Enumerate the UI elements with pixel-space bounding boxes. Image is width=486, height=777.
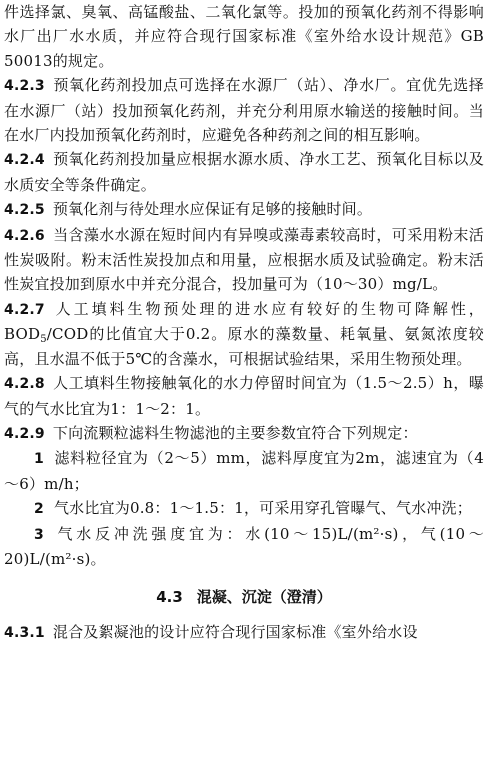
clause-4-2-6: [4, 223, 484, 297]
clause-text: 预氧化剂与待处理水应保证有足够的接触时间。: [52, 200, 373, 219]
continuation-paragraph: 件选择氯、臭氧、高锰酸盐、二氧化氯等。投加的预氧化药剂不得影响水厂出厂水水质，并应符合现行国家标准《室外给水设计规范》GB 50013的规定。: [4, 3, 484, 70]
clause-number: 4.2.4: [4, 152, 45, 169]
clause-4-3-1: [4, 620, 484, 645]
clause-text: 混合及絮凝池的设计应符合现行国家标准《室外给水设: [52, 622, 418, 641]
clause-text: 当含藻水水源在短时间内有异嗅或藻毒素较高时，可采用粉末活性炭吸附。粉末活性炭投加点和用量，应根据水质及试验确定。粉末活性炭宜投加到原水中并充分混合，投加量可为（10～30）mg/L。: [4, 225, 484, 294]
item-text: 气水反冲洗强度宜为：水(10～15)L/(m²·s)，气(10～20)L/(m²·s)。: [4, 524, 484, 568]
list-item: [4, 446, 484, 496]
clause-4-2-9: [4, 421, 484, 446]
item-number: 2: [34, 501, 44, 518]
clause-4-2-7: [4, 297, 484, 371]
clause-number: 4.2.8: [4, 376, 45, 393]
clause-text: 预氧化药剂投加点可选择在水源厂（站）、净水厂。宜优先选择在水源厂（站）投加预氧化药剂，并充分利用原水输送的接触时间。当在水厂内投加预氧化药剂时，应避免各种药剂之间的相互影响。: [4, 76, 484, 145]
clause-4-2-4: [4, 147, 484, 197]
section-title: 混凝、沉淀（澄清）: [196, 588, 332, 607]
subscript-5: 5: [40, 334, 47, 346]
clause-text: 下向流颗粒滤料生物滤池的主要参数宜符合下列规定：: [52, 423, 418, 442]
clause-number: 4.2.6: [4, 227, 45, 244]
section-number: 4.3: [156, 588, 183, 607]
section-heading: [4, 585, 484, 609]
clause-4-2-8: [4, 371, 484, 421]
item-text: 气水比宜为0.8：1～1.5：1，可采用穿孔管曝气、气水冲洗；: [53, 499, 472, 518]
clause-text-pre: 人工填料生物预处理的进水应有较好的生物可降解性，BOD: [4, 299, 484, 344]
clause-number: 4.3.1: [4, 624, 45, 641]
clause-4-2-5: [4, 197, 484, 222]
clause-number: 4.2.9: [4, 425, 45, 442]
clause-text-post: /COD的比值宜大于0.2。原水的藻数量、耗氧量、氨氮浓度较高，且水温不低于5℃的含藻水，可根据试验结果，采用生物预处理。: [4, 325, 484, 368]
list-item: [4, 522, 484, 572]
item-text: 滤料粒径宜为（2～5）mm，滤料厚度宜为2m，滤速宜为（4～6）m/h；: [4, 449, 484, 493]
list-item: [4, 496, 484, 521]
clause-4-2-3: [4, 73, 484, 147]
item-number: 3: [34, 526, 44, 543]
item-number: 1: [34, 451, 44, 468]
clause-number: 4.2.3: [4, 78, 45, 95]
clause-text: 预氧化药剂投加量应根据水源水质、净水工艺、预氧化目标以及水质安全等条件确定。: [4, 150, 484, 194]
clause-text: 人工填料生物接触氧化的水力停留时间宜为（1.5～2.5）h，曝气的气水比宜为1：1～2：1。: [4, 374, 484, 418]
clause-number: 4.2.5: [4, 202, 45, 219]
clause-number: 4.2.7: [4, 301, 45, 318]
